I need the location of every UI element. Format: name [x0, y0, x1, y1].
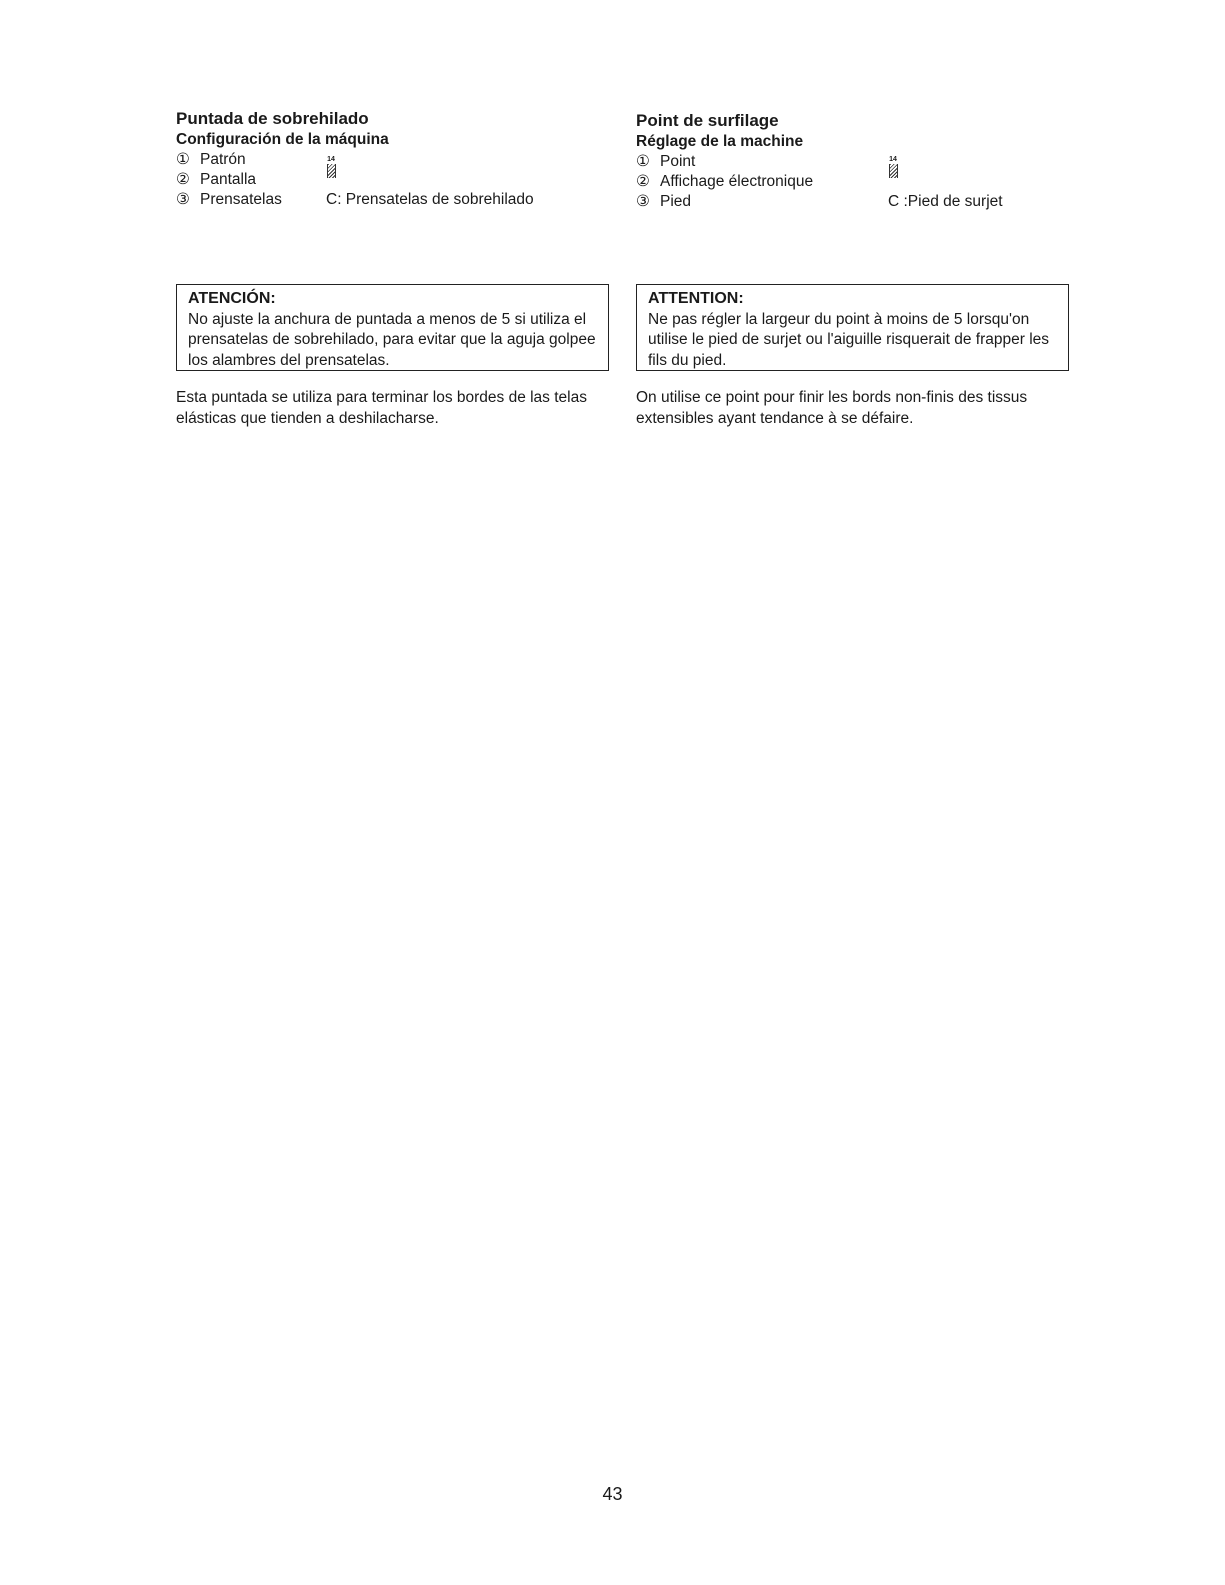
french-setting-display: [636, 172, 813, 192]
setting-label: Affichage électronique: [660, 173, 814, 190]
overcast-stitch-icon: [326, 156, 336, 178]
french-foot-value: C :Pied de surjet: [888, 193, 1003, 210]
spanish-section: [176, 108, 616, 212]
french-subtitle: Réglage de la machine: [636, 133, 804, 150]
french-caution-text: Ne pas régler la largeur du point à moins de 5 lorsqu'on utilise le pied de surjet ou l'aiguille risquerait de frapper les fils du pied.: [648, 310, 1050, 369]
circled-number-icon: ③: [636, 193, 650, 210]
stitch-pattern-icon: [889, 164, 898, 178]
overcast-stitch-icon: [888, 156, 898, 178]
spanish-foot-value: C: Prensatelas de sobrehilado: [326, 191, 534, 208]
french-body-text: On utilise ce point pour finir les bords non-finis des tissus extensibles ayant tendance à se défaire.: [636, 389, 1028, 427]
spanish-setting-display: [176, 170, 256, 190]
spanish-caution-heading: ATENCIÓN:: [188, 290, 276, 307]
circled-number-icon: ①: [636, 153, 650, 170]
circled-number-icon: ③: [176, 191, 190, 208]
stitch-pattern-icon: [327, 164, 336, 178]
circled-number-icon: ②: [176, 171, 190, 188]
spanish-setting-foot: [176, 190, 282, 210]
circled-number-icon: ①: [176, 151, 190, 168]
french-setting-foot: [636, 192, 691, 212]
stitch-number: 14: [327, 156, 335, 163]
french-setting-point: [636, 152, 695, 172]
stitch-number: 14: [889, 156, 897, 163]
french-caution-box: [636, 284, 1069, 371]
setting-label: Pied: [660, 193, 692, 210]
setting-label: Point: [660, 153, 696, 170]
french-section: [636, 110, 1076, 214]
spanish-subtitle: Configuración de la máquina: [176, 131, 389, 148]
page-number: 43: [602, 1484, 623, 1504]
spanish-setting-pattern: [176, 150, 246, 170]
french-settings: [636, 152, 1076, 214]
french-title: Point de surfilage: [636, 111, 779, 130]
spanish-caution-text: No ajuste la anchura de puntada a menos de 5 si utiliza el prensatelas de sobrehilado, para evitar que la aguja golpee los alambres del prensatelas.: [188, 310, 596, 369]
circled-number-icon: ②: [636, 173, 650, 190]
spanish-caution-box: [176, 284, 609, 371]
setting-label: Prensatelas: [200, 191, 282, 208]
spanish-title: Puntada de sobrehilado: [176, 109, 369, 128]
setting-label: Patrón: [200, 151, 246, 168]
french-caution-heading: ATTENTION:: [648, 290, 744, 307]
setting-label: Pantalla: [200, 171, 257, 188]
spanish-settings: [176, 150, 616, 212]
spanish-body-text: Esta puntada se utiliza para terminar los bordes de las telas elásticas que tienden a deshilacharse.: [176, 389, 587, 427]
